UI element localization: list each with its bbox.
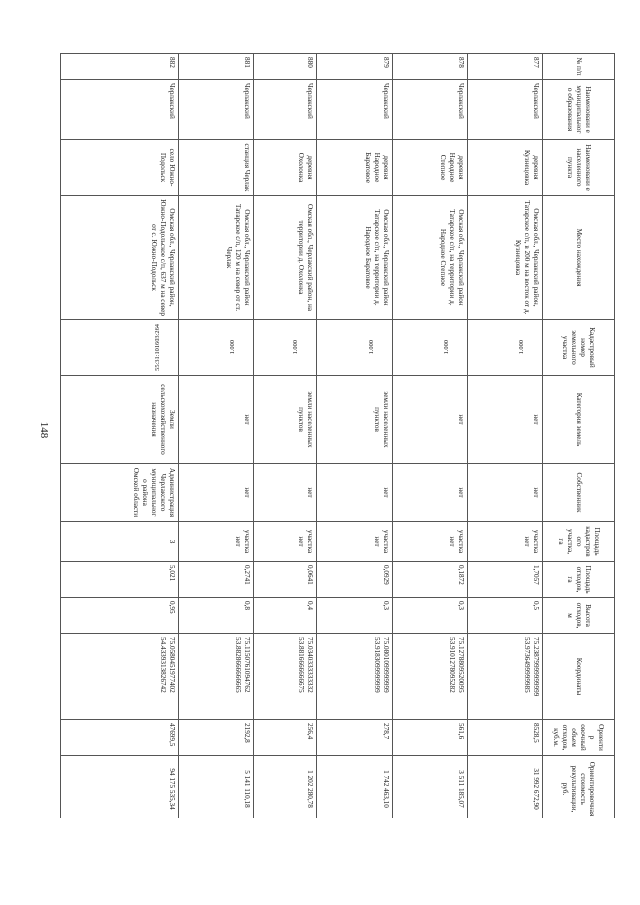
cell-municipality: Черлакский <box>178 80 253 140</box>
cell-coordinates: 75.0801099999999 53.9183099999999 <box>317 634 392 720</box>
cell-municipality: Черлакский <box>253 80 316 140</box>
cell-location: Омская обл., Черлакский район Татарское с/п, на территории д. Народное Баратовое <box>317 196 392 320</box>
cell-location: Омская обл., Черлакский район Татарское с/п, 120 м на север от ст. Черлак <box>178 196 253 320</box>
cell-volume: 561,6 <box>392 720 467 756</box>
cell-location: Омская обл., Черлакский район Татарское с/п, на территории д. Народное Степное <box>392 196 467 320</box>
cell-cadastral <box>178 320 253 376</box>
cell-height: 0,4 <box>253 598 316 634</box>
cell-coordinates: 75.0340333333332 53.8816666666675 <box>253 634 316 720</box>
cell-settlement: деревня Охолонка <box>253 140 316 196</box>
col-header-waste-area: Площадь отходов, га <box>543 562 615 598</box>
page-number: 148 <box>38 421 50 439</box>
cell-category: Земли сельскохозяйственного назначения <box>61 376 179 464</box>
cell-plot-area: участка нет <box>467 522 542 562</box>
table-row <box>467 54 542 819</box>
cell-coordinates: 75.1278809520095 53.9101278095282 <box>392 634 467 720</box>
cell-coordinates: 75.0580451977402 54.4339313826742 <box>61 634 179 720</box>
cell-owner: нет <box>392 464 467 522</box>
cell-municipality: Черлакский <box>467 80 542 140</box>
cell-cost: 3 511 185,07 <box>392 756 467 819</box>
cell-height: 0,5 <box>467 598 542 634</box>
col-header-plot-area: Площадь кадастров ого участка, га <box>543 522 615 562</box>
cell-cadastral <box>253 320 316 376</box>
rotated-table-frame <box>60 53 615 818</box>
cadastral-text: 1.000 <box>518 340 525 355</box>
cell-waste-area: 0,0641 <box>253 562 316 598</box>
cell-cost: 94 175 535,34 <box>61 756 179 819</box>
table-header-row <box>543 54 615 819</box>
cell-volume: 47699,5 <box>61 720 179 756</box>
col-header-municipality: Наименовани е муниципальног о образования <box>543 80 615 140</box>
cell-location: Омская обл., Черлакский район, Южно-Подольское с/п, 637 м на север от с. Южно-Подольск <box>61 196 179 320</box>
cell-waste-area: 1,7057 <box>467 562 542 598</box>
cell-cadastral <box>467 320 542 376</box>
cell-owner: нет <box>467 464 542 522</box>
cell-number: 880 <box>253 54 316 80</box>
cell-municipality: Черлакский <box>392 80 467 140</box>
cell-volume: 256,4 <box>253 720 316 756</box>
cell-number: 879 <box>317 54 392 80</box>
cell-height: 0,8 <box>178 598 253 634</box>
cell-category: нет <box>392 376 467 464</box>
cell-volume: 2192,8 <box>178 720 253 756</box>
cell-cadastral <box>61 320 179 376</box>
cell-number: 881 <box>178 54 253 80</box>
cell-settlement: станция Черлак <box>178 140 253 196</box>
cell-plot-area: участка нет <box>392 522 467 562</box>
table-row <box>317 54 392 819</box>
cell-waste-area: 5,021 <box>61 562 179 598</box>
cell-category: земли населенных пунктов <box>317 376 392 464</box>
col-header-settlement: Наименовани е населенного пункта <box>543 140 615 196</box>
cell-location: Омская обл., Черлакский район, на территории д. Охолонка <box>253 196 316 320</box>
cell-settlement: деревня Народное Степное <box>392 140 467 196</box>
cell-category: нет <box>178 376 253 464</box>
cell-coordinates: 75.1150761094762 53.8828666666665 <box>178 634 253 720</box>
cell-settlement: село Южно-Подольск <box>61 140 179 196</box>
cell-number: 877 <box>467 54 542 80</box>
col-header-coordinates: Координаты <box>543 634 615 720</box>
cell-cost: 1 202 280,78 <box>253 756 316 819</box>
table-row <box>392 54 467 819</box>
cell-volume: 278,7 <box>317 720 392 756</box>
cell-owner: нет <box>317 464 392 522</box>
cadastral-text: 55:31:101603:264 <box>153 324 161 371</box>
cell-owner: Администрация Черлакского муниципального района Омской области <box>61 464 179 522</box>
cadastral-text: 1.000 <box>367 340 375 355</box>
col-header-location: Место нахождения <box>543 196 615 320</box>
cell-cost: 5 141 110,18 <box>178 756 253 819</box>
col-header-land-category: Категория земель <box>543 376 615 464</box>
cell-waste-area: 0,2741 <box>178 562 253 598</box>
table-row <box>178 54 253 819</box>
cell-cost: 31 992 672,90 <box>467 756 542 819</box>
cell-volume: 8528,5 <box>467 720 542 756</box>
cadastral-text: 1.000 <box>442 340 450 355</box>
cell-height: 0,3 <box>392 598 467 634</box>
cadastral-text: 1.000 <box>292 340 300 355</box>
cell-cadastral <box>392 320 467 376</box>
cell-waste-area: 0,0929 <box>317 562 392 598</box>
cell-category: земли населенных пунктов <box>253 376 316 464</box>
waste-sites-table <box>60 53 615 818</box>
cell-plot-area: участка нет <box>178 522 253 562</box>
cell-municipality: Черлакский <box>61 80 179 140</box>
cell-number: 878 <box>392 54 467 80</box>
cell-plot-area: участка нет <box>253 522 316 562</box>
cell-cadastral <box>317 320 392 376</box>
cadastral-text: 1.000 <box>228 340 236 355</box>
cell-owner: нет <box>178 464 253 522</box>
col-header-number: № п/п <box>543 54 615 80</box>
cell-settlement: деревня Народное Баратовое <box>317 140 392 196</box>
col-header-volume: Ориентир овочный объем отходов, куб.м. <box>543 720 615 756</box>
cell-coordinates: 75.23879999999999 53.9736499999985 <box>467 634 542 720</box>
cell-number: 882 <box>61 54 179 80</box>
cell-settlement: деревня Кузнецовка <box>467 140 542 196</box>
cell-height: 0,95 <box>61 598 179 634</box>
cell-owner: нет <box>253 464 316 522</box>
table-row <box>61 54 179 819</box>
cell-plot-area: участка нет <box>317 522 392 562</box>
col-header-owner: Собственник <box>543 464 615 522</box>
cell-waste-area: 0,1872 <box>392 562 467 598</box>
cell-category: нет <box>467 376 542 464</box>
cell-municipality: Черлакский <box>317 80 392 140</box>
cell-location: Омская обл., Черлакский район, Татарское с/п, в 200 м на восток от д. Кузнецовка <box>467 196 542 320</box>
cell-cost: 1 742 463,10 <box>317 756 392 819</box>
col-header-cost: Ориентировочная стоимость рекультивации, руб. <box>543 756 615 819</box>
col-header-height: Высота отходов, м <box>543 598 615 634</box>
table-row <box>253 54 316 819</box>
cell-height: 0,3 <box>317 598 392 634</box>
col-header-cadastral: Кадастровый номер земельного участка <box>543 320 615 376</box>
cell-plot-area: 3 <box>61 522 179 562</box>
